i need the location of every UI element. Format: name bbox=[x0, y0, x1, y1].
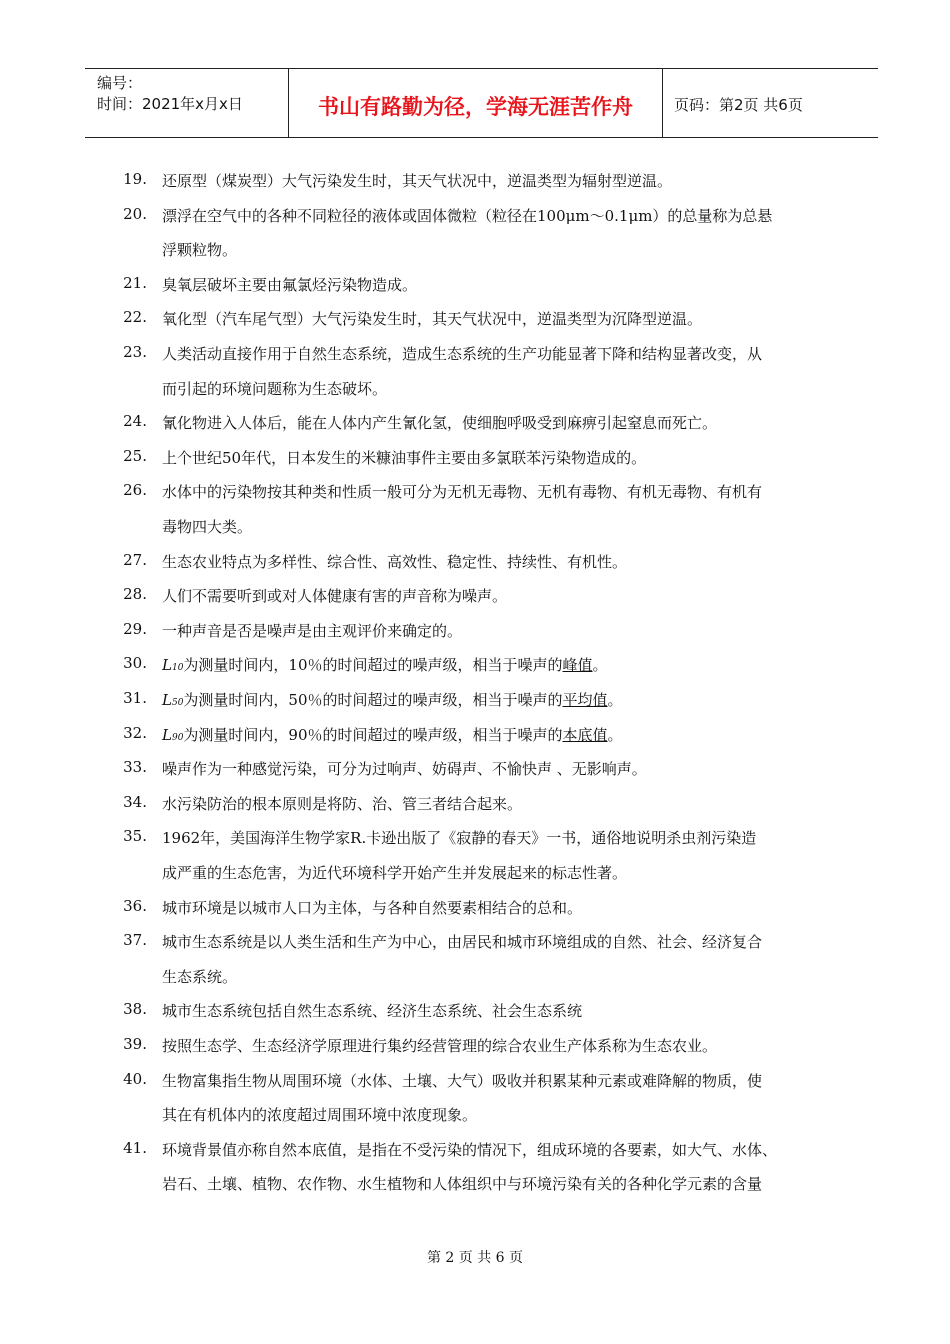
noise-subscript: 50 bbox=[171, 698, 184, 708]
item-number: 26. bbox=[123, 481, 147, 500]
item-number: 29. bbox=[123, 619, 147, 638]
item-text: 为测量时间内，50％的时间超过的噪声级，相当于噪声的 bbox=[183, 691, 563, 709]
item-number: 35. bbox=[123, 827, 147, 846]
noise-symbol: L bbox=[162, 691, 172, 709]
item-number: 22. bbox=[123, 308, 147, 327]
item-text-line: 其在有机体内的浓度超过周围环境中浓度现象。 bbox=[162, 1106, 478, 1125]
header-page-cell bbox=[662, 69, 878, 137]
item-number: 19. bbox=[123, 170, 147, 188]
item-text-line: 水体中的污染物按其种类和性质一般可分为无机无毒物、无机有毒物、有机无毒物、有机有 bbox=[162, 483, 763, 502]
item-text-line: 人类活动直接作用于自然生态系统，造成生态系统的生产功能显著下降和结构显著改变，从 bbox=[162, 345, 763, 363]
serial-label: 编号： bbox=[97, 74, 143, 92]
item-text-line: 上个世纪50年代，日本发生的米糠油事件主要由多氯联苯污染物造成的。 bbox=[162, 448, 647, 467]
item-text-line: 氰化物进入人体后，能在人体内产生氰化氢，使细胞呼吸受到麻痹引起窒息而死亡。 bbox=[162, 414, 718, 433]
item-text-line: 人们不需要听到或对人体健康有害的声音称为噪声。 bbox=[162, 587, 508, 606]
item-number: 23. bbox=[123, 343, 147, 361]
page-footer: 第 2 页 共 6 页 bbox=[426, 1250, 524, 1266]
item-number: 27. bbox=[123, 550, 147, 569]
item-number: 41. bbox=[123, 1138, 147, 1157]
item-number: 36. bbox=[123, 896, 147, 915]
item-number: 21. bbox=[123, 273, 147, 292]
item-text-line: 而引起的环境问题称为生态破坏。 bbox=[162, 379, 388, 398]
item-number: 40. bbox=[123, 1069, 147, 1088]
item-number: 20. bbox=[123, 204, 147, 223]
item-text: 为测量时间内，90％的时间超过的噪声级，相当于噪声的 bbox=[183, 725, 563, 744]
item-end: 。 bbox=[607, 691, 623, 709]
item-text-line: 漂浮在空气中的各种不同粒径的液体或固体微粒（粒径在100μm～0.1μm）的总量称为总悬 bbox=[162, 206, 773, 225]
noise-symbol: L bbox=[162, 725, 172, 744]
item-number: 32. bbox=[123, 723, 147, 742]
item-text-line: 噪声作为一种感觉污染，可分为过响声、妨碍声、不愉快声 、无影响声。 bbox=[162, 760, 647, 779]
underlined-term: 本底值 bbox=[562, 725, 608, 744]
underlined-term: 平均值 bbox=[562, 691, 608, 709]
item-text: 为测量时间内，10％的时间超过的噪声级，相当于噪声的 bbox=[183, 656, 563, 675]
item-number: 31. bbox=[123, 689, 147, 707]
noise-subscript: 10 bbox=[171, 663, 184, 674]
item-text-line: 生态农业特点为多样性、综合性、高效性、稳定性、持续性、有机性。 bbox=[162, 552, 628, 571]
item-number: 28. bbox=[123, 585, 147, 604]
noise-symbol: L bbox=[162, 656, 172, 675]
header-motto-cell bbox=[288, 69, 663, 137]
item-text-line: 还原型（煤炭型）大气污染发生时，其天气状况中，逆温类型为辐射型逆温。 bbox=[162, 172, 673, 190]
page-info: 页码：第2页 共6页 bbox=[674, 96, 803, 114]
item-text-line: 按照生态学、生态经济学原理进行集约经营管理的综合农业生产体系称为生态农业。 bbox=[162, 1037, 718, 1055]
item-text-line: 城市生态系统是以人类生活和生产为中心，由居民和城市环境组成的自然、社会、经济复合 bbox=[162, 933, 763, 952]
page-header bbox=[85, 68, 878, 138]
item-text-line: 城市环境是以城市人口为主体，与各种自然要素相结合的总和。 bbox=[162, 898, 583, 917]
header-meta-cell bbox=[85, 69, 288, 137]
item-number: 39. bbox=[123, 1035, 147, 1053]
noise-subscript: 90 bbox=[171, 732, 184, 743]
item-text-line: 氧化型（汽车尾气型）大气污染发生时，其天气状况中，逆温类型为沉降型逆温。 bbox=[162, 310, 703, 329]
item-text-line bbox=[162, 689, 623, 710]
item-text-line: 水污染防治的根本原则是将防、治、管三者结合起来。 bbox=[162, 794, 523, 813]
item-text-line: 成严重的生态危害，为近代环境科学开始产生并发展起来的标志性著。 bbox=[162, 863, 628, 882]
item-number: 33. bbox=[123, 758, 147, 777]
item-text-line: 臭氧层破坏主要由氟氯烃污染物造成。 bbox=[162, 275, 418, 294]
item-number: 37. bbox=[123, 931, 147, 950]
item-text-line: 1962年，美国海洋生物学家R.卡逊出版了《寂静的春天》一书，通俗地说明杀虫剂污染造 bbox=[162, 829, 757, 848]
item-number: 25. bbox=[123, 446, 147, 465]
item-text-line: 环境背景值亦称自然本底值，是指在不受污染的情况下，组成环境的各要素，如大气、水体、 bbox=[162, 1140, 778, 1159]
item-number: 24. bbox=[123, 412, 147, 431]
item-text-line: 浮颗粒物。 bbox=[162, 241, 238, 260]
item-end: 。 bbox=[607, 725, 623, 744]
item-text-line bbox=[162, 654, 608, 675]
item-text-line: 岩石、土壤、植物、农作物、水生植物和人体组织中与环境污染有关的各种化学元素的含量 bbox=[162, 1175, 763, 1194]
item-text-line: 生物富集指生物从周围环境（水体、土壤、大气）吸收并积累某种元素或难降解的物质，使 bbox=[162, 1071, 763, 1090]
item-end: 。 bbox=[592, 656, 608, 675]
item-text-line bbox=[162, 724, 623, 745]
motto: 书山有路勤为径，学海无涯苦作舟 bbox=[318, 95, 633, 119]
item-number: 38. bbox=[123, 1000, 147, 1019]
underlined-term: 峰值 bbox=[562, 656, 593, 675]
item-text-line: 城市生态系统包括自然生态系统、经济生态系统、社会生态系统 bbox=[162, 1002, 583, 1021]
item-text-line: 一种声音是否是噪声是由主观评价来确定的。 bbox=[162, 621, 463, 640]
item-number: 30. bbox=[123, 654, 147, 673]
item-number: 34. bbox=[123, 792, 147, 811]
item-text-line: 毒物四大类。 bbox=[162, 517, 253, 536]
time-label: 时间：2021年x月x日 bbox=[97, 95, 243, 113]
item-text-line: 生态系统。 bbox=[162, 967, 238, 986]
